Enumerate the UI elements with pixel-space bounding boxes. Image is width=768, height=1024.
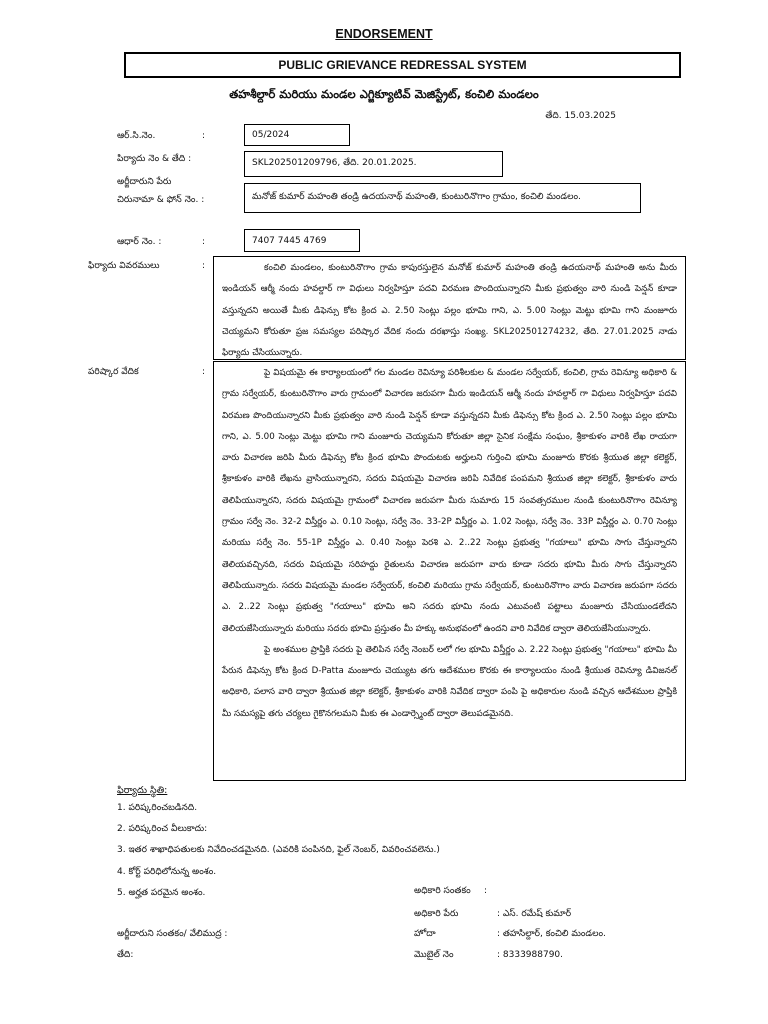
- aadhar-value: 7407 7445 4769: [252, 235, 327, 246]
- aadhar-box: [244, 229, 360, 252]
- complaint-no-box: [244, 151, 503, 177]
- list-item: 1. పరిష్కరించబడినది.: [117, 803, 198, 813]
- complaint-details-text: కంచిలి మండలం, కుంటురినొగాం గ్రామ కాపురస్తులైన మనోజ్ కుమార్ మహంతి తండ్రి ఉదయనాథ్ మహంతి అను మీరు ఇండియన్ ఆర్మీ నందు హవల్దార్ గా విధులు నిర్వహిస్తూ పదవి విరమణ పొందియున్నారని మీకు ప్రభుత్వం వారి నుండి పెన్షన్ కూడా వస్తున్నదని అయితే మీకు డిఫెన్సు కోట క్రింద ఎ. 2.50 సెంట్లు పల్లం భూమి గాని, ఎ. 5.00 సెంట్లు మెట్టు భూమి గాని మంజూరు చెయ్యమని కోరుతూ ప్రజ సమస్యల పరిష్కార వేదిక నందు దరఖాస్తు సంఖ్య. SKL202501274232, తేది. 27.01.2025 నాడు ఫిర్యాదు చేసియున్నారు.: [222, 263, 677, 359]
- list-item: 2. పరిష్కరించ వీలుకాదు:: [117, 824, 208, 835]
- officer-name: : ఎస్. రమేష్ కుమార్: [497, 909, 572, 919]
- colon: :: [484, 886, 488, 896]
- designation: : తహసిల్దార్, కంచిలి మండలం.: [497, 929, 606, 939]
- list-item: 3. ఇతర శాఖాధిపతులకు నివేదించడమైనది. (ఎవరికి పంపినది, ఫైల్ నెంబర్, వివరించవలెను.): [117, 845, 440, 856]
- applicant-date-label: తేది:: [117, 950, 134, 960]
- aadhar-label: ఆధార్ నెం. :: [117, 237, 162, 247]
- name-address-value: మనోజ్ కుమార్ మహంతి తండ్రి ఉదయనాథ్ మహంతి, కుంటురినొగాం గ్రామం, కంచిలి మండలం.: [252, 192, 581, 202]
- status-list: [117, 803, 440, 909]
- complaint-details-box: [213, 256, 686, 360]
- complaint-no-value: SKL202501209796, తేది. 20.01.2025.: [252, 158, 417, 168]
- mobile-label: మొబైల్ నెం: [414, 950, 454, 960]
- colon: :: [202, 237, 206, 247]
- address-phone-label: చిరునామా & ఫోన్ నెం. :: [117, 195, 205, 205]
- rc-no-value: 05/2024: [252, 130, 290, 140]
- list-item: 5. అర్హత పరమైన అంశం.: [117, 887, 206, 898]
- endorsement-heading: ENDORSEMENT: [335, 27, 433, 41]
- complaint-details-label: ఫిర్యాదు వివరములు: [88, 261, 160, 271]
- complaint-no-label: పిర్యాదు నెం & తేది :: [117, 154, 192, 164]
- status-title: ఫిర్యాదు స్థితి:: [117, 785, 168, 796]
- designation-label: హోదా: [414, 929, 436, 939]
- colon: :: [202, 131, 206, 141]
- officer-name-label: అధికారి పేరు: [414, 909, 459, 919]
- name-address-box: [244, 183, 641, 213]
- rc-no-label: ఆర్.సి.నెం.: [117, 131, 156, 141]
- system-title: PUBLIC GRIEVANCE REDRESSAL SYSTEM: [278, 58, 527, 72]
- mobile-number: : 8333988790.: [497, 950, 564, 960]
- list-item: 4. కోర్ట్ పరిధిలోనున్న అంశం.: [117, 866, 217, 877]
- officer-signature-label: అధికారి సంతకం: [414, 886, 471, 896]
- system-title-box: [124, 52, 681, 78]
- resolution-paragraph-1: పై విషయమై ఈ కార్యాలయంలో గల మండల రెవిన్యూ పరిశీలకుల & మండల సర్వేయర్, కంచిలి, గ్రామ రెవిన్యూ అధికారి & గ్రామ సర్వేయర్, కుంటురినొగాం వారు గ్రామంలో విచారణ జరుపగా మీరు ఇండియన్ ఆర్మీ నందు హవల్దార్ గా విధులు నిర్వహిస్తూ పదవి విరమణ పొందియున్నారని మీకు ప్రభుత్వం వారి నుండి పెన్షన్ కూడా వస్తున్నదని మీకు డిఫెన్సు కోట క్రింద ఎ. 2.50 సెంట్లు పల్లం భూమి గాని, ఎ. 5.00 సెంట్లు మెట్టు భూమి గాని మంజూరు చెయ్యమని కోరుతూ జిల్లా సైనిక సంక్షేమ సంఘం, శ్రీకాకుళం వారికి లేఖ రాయగా వారు విచారణ జరిపి మీరు డిఫెన్సు కోట క్రింద భూమి పొందుటకు అర్హులని గుర్తించి భూమి మంజూరు కొరకు శ్రీయుత జిల్లా కలెక్టర్, శ్రీకాకుళం వారికి లేఖను వ్రాసియున్నారని, సదరు విషయమై విచారణ జరిపి నివేదిక పంపమని శ్రీయుత జిల్లా కలెక్టర్, శ్రీకాకుళం వారు తెలిపియున్నారని, సదరు విషయమై గ్రామంలో విచారణ జరుపగా మీరు సుమారు 15 సంవత్సరముల నుండి కుంటురినొగాం రెవిన్యూ గ్రామం సర్వే నెం. 32-2 విస్తీర్ణం ఎ. 0.10 సెంట్లు, సర్వే నెం. 33-2P విస్తీర్ణం ఎ. 1.02 సెంట్లు, సర్వే నెం. 33P విస్తీర్ణం ఎ. 0.70 సెంట్లు మరియు సర్వే నెం. 55-1P విస్తీర్ణం ఎ. 0.40 సెంట్లు పెరశి ఎ. 2..22 సెంట్లు ప్రభుత్వ "గయాలు" భూమి సాగు చేస్తున్నారని తెలియవచ్చినది, సదరు విషయమై సరిహద్దు రైతులను విచారణ జరుపగా వారు కూడా సదరు భూమి మీరు సాగు చేస్తున్నారని తెలిపియున్నారు. సదరు విషయమై మండల సర్వేయర్, కంచిలి మరియు గ్రామ సర్వేయర్, కుంటురినొగాం వారు విచారణ జరుపగా సదరు ఎ. 2..22 సెంట్లు ప్రభుత్వ "గయాలు" భూమి అని సదరు భూమి నందు ఎటువంటి పట్టాలు మంజూరు చేసియుండలేదని తెలియజేసియున్నారు మరియు సదరు భూమి ప్రస్తుతం మీ హక్కు అనుభవంలో ఉందని వారి నివేదిక ద్వారా తెలియజేసియున్నారు.: [222, 368, 677, 634]
- applicant-name-label: అర్జీదారుని పేరు: [117, 177, 172, 187]
- rc-no-box: [244, 124, 350, 146]
- applicant-signature-label: అర్జీదారుని సంతకం/ వేలిముద్ర :: [117, 929, 228, 939]
- resolution-label: పరిష్కార వేదిక: [88, 367, 139, 377]
- colon: :: [202, 261, 206, 271]
- colon: :: [202, 367, 206, 377]
- resolution-box: [213, 361, 686, 781]
- resolution-paragraph-2: పై అంశముల ప్రాప్తికి సదరు పై తెలిపిన సర్వే నెంబర్ లలో గల భూమి విస్తీర్ణం ఎ. 2.22 సెంట్లు ప్రభుత్వ "గయాలు" భూమి మీ పేరున డిఫెన్సు కోట క్రింద D-Patta మంజూరు చెయ్యుట తగు ఆదేశముల కొరకు ఈ కార్యాలయం నుండి శ్రీయుత రెవిన్యూ డివిజనల్ అధికారి, పలాస వారి ద్వారా శ్రీయుత జిల్లా కలెక్టర్, శ్రీకాకుళం వారికి నివేదిక ద్వారా పంపి పై అధికారుల నుండి వచ్చిన ఆదేశముల ప్రాప్తికి మీ సమస్యపై తగు చర్యలు గైకొనగలమని మీకు ఈ ఎండార్స్మెంట్ ద్వారా తెలుపడమైనది.: [222, 644, 677, 719]
- document-date: తేది. 15.03.2025: [545, 111, 616, 121]
- office-title: తహశీల్దార్ మరియు మండల ఎగ్జిక్యూటివ్ మెజిస్ట్రేట్, కంచిలి మండలం: [229, 87, 539, 101]
